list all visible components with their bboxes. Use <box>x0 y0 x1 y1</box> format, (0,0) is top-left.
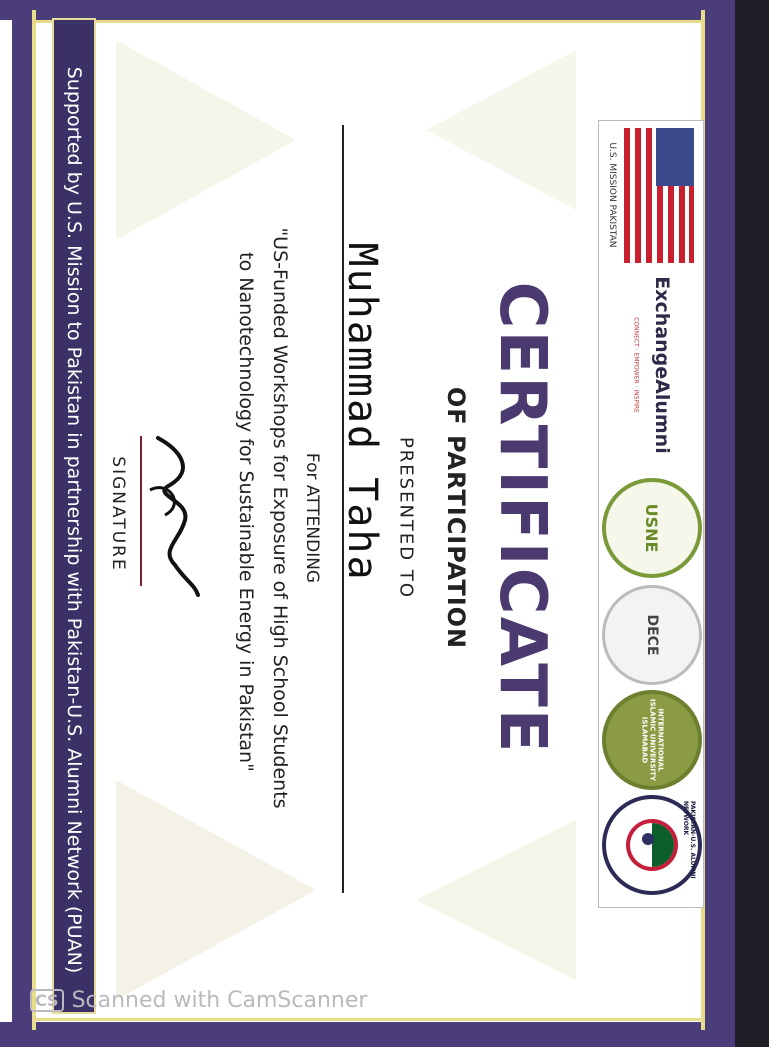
puan-seal-icon: PAKISTAN-U.S. ALUMNI NETWORK <box>602 795 702 895</box>
camscanner-badge: CS <box>30 989 64 1012</box>
frame-left-band <box>12 10 32 1030</box>
signature-label: SIGNATURE <box>108 456 128 572</box>
presented-to-label: PRESENTED TO <box>395 436 417 600</box>
event-title-line2: to Nanotechnology for Sustainable Energy in Pakistan" <box>235 252 257 772</box>
dece-seal-icon: DECE <box>602 585 702 685</box>
handwritten-signature <box>140 430 210 600</box>
certificate-page: Supported by U.S. Mission to Pakistan in partnership with Pakistan-U.S. Alumni Network (PUAN) U.S. MISSION PAKISTAN ExchangeAlumni CONNECT · EMPOWER · INSPIRE USNE DECE INTERNATIONAL ISLAMIC UNIVERSITY ISLAMABAD PAKISTAN-U.S. ALUMNI NETWORK CERTIFICATE OF PARTICIPATION PRESENTED TO Muhammad Taha For ATTENDING "US-Funded Workshops for Exposure of High School Students to Nanotechnology for Sustainable Energy in Pakistan" SIGNATURE CS Scanned with CamScanner <box>0 0 769 1047</box>
recipient-name: Muhammad Taha <box>339 242 385 582</box>
frame-right-band <box>705 0 735 1047</box>
camscanner-watermark <box>30 988 367 1013</box>
camscanner-text: Scanned with CamScanner <box>71 988 368 1013</box>
frame-bottom-band <box>0 1022 735 1047</box>
frame-top-band <box>0 0 735 20</box>
exchange-alumni-text: ExchangeAlumni <box>651 276 673 454</box>
event-title-line1: "US-Funded Workshops for Exposure of High School Students <box>269 227 291 809</box>
scan-dark-edge <box>735 0 769 1047</box>
footer-support-text: Supported by U.S. Mission to Pakistan in partnership with Pakistan-U.S. Alumni Network (PUAN) <box>63 66 85 974</box>
iiu-seal-icon: INTERNATIONAL ISLAMIC UNIVERSITY ISLAMABAD <box>602 690 702 790</box>
signature-line <box>140 436 142 586</box>
us-flag-icon <box>624 128 694 263</box>
usne-seal-icon: USNE <box>602 478 702 578</box>
certificate-subtitle: OF PARTICIPATION <box>442 386 470 650</box>
certificate-title: CERTIFICATE <box>485 281 559 755</box>
frame-gold-line-left <box>32 10 36 1030</box>
for-attending-label: For ATTENDING <box>302 452 322 584</box>
